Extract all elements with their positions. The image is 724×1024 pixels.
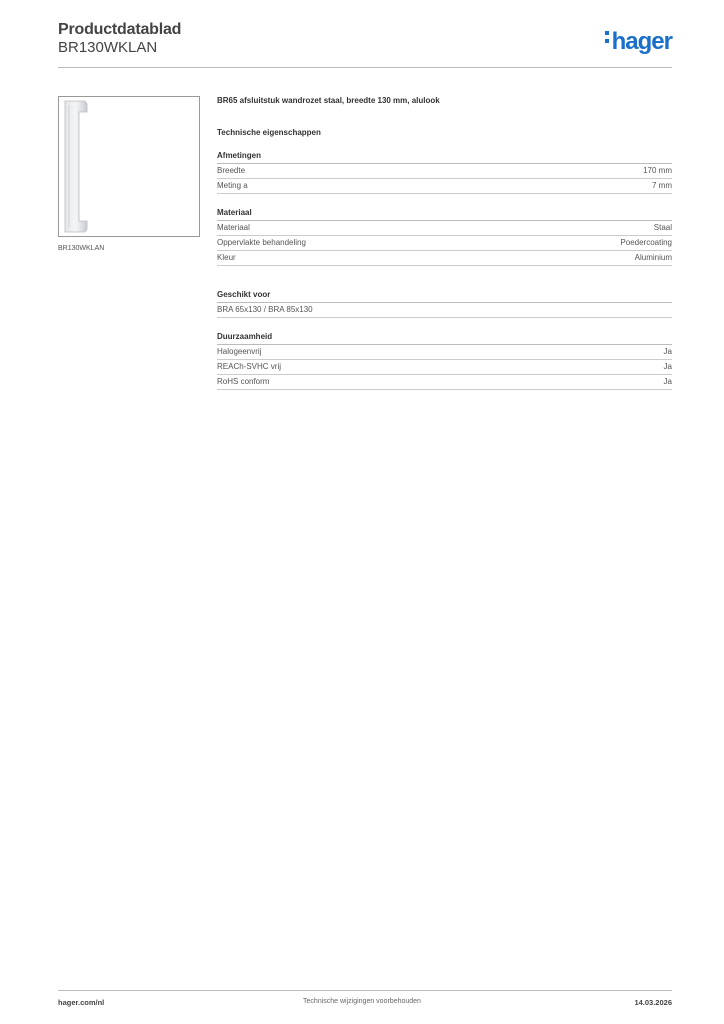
- row-label: Breedte: [217, 166, 246, 175]
- row-label: RoHS conform: [217, 377, 270, 386]
- logo-text: hager: [611, 28, 672, 55]
- row-value: Aluminium: [634, 253, 672, 262]
- section-title: Geschikt voor: [217, 290, 672, 303]
- section-afmetingen: [217, 151, 672, 194]
- specifications: [217, 96, 672, 390]
- image-caption: BR130WKLAN: [58, 245, 105, 252]
- product-code: BR130WKLAN: [58, 39, 158, 56]
- table-row: [217, 345, 672, 360]
- row-label: Halogeenvrij: [217, 347, 262, 356]
- row-value: Ja: [663, 362, 672, 371]
- table-row: [217, 375, 672, 390]
- section-title: Afmetingen: [217, 151, 672, 164]
- section-duurzaamheid: [217, 332, 672, 390]
- table-row: [217, 164, 672, 179]
- row-value: Ja: [663, 377, 672, 386]
- table-row: [217, 179, 672, 194]
- row-value: Staal: [653, 223, 672, 232]
- wall-rosette-end-piece-icon: [59, 97, 199, 236]
- table-row: [217, 251, 672, 266]
- header-divider: [58, 67, 672, 68]
- section-materiaal: [217, 208, 672, 266]
- hager-logo: [605, 28, 672, 56]
- table-row: [217, 236, 672, 251]
- row-label: Materiaal: [217, 223, 250, 232]
- row-value: 170 mm: [643, 166, 672, 175]
- row-value: Ja: [663, 347, 672, 356]
- product-description: BR65 afsluitstuk wandrozet staal, breedte 130 mm, alulook: [217, 96, 440, 105]
- section-title: Materiaal: [217, 208, 672, 221]
- row-label: REACh-SVHC vrij: [217, 362, 282, 371]
- row-label: Meting a: [217, 181, 248, 190]
- table-row: [217, 360, 672, 375]
- section-geschikt-voor: [217, 290, 672, 318]
- row-label: Kleur: [217, 253, 236, 262]
- table-row: [217, 221, 672, 236]
- row-label: BRA 65x130 / BRA 85x130: [217, 305, 313, 314]
- row-label: Oppervlakte behandeling: [217, 238, 306, 247]
- footer-divider: [58, 990, 672, 991]
- row-value: Poedercoating: [620, 238, 672, 247]
- logo-dots-icon: [605, 31, 610, 47]
- row-value: 7 mm: [652, 181, 672, 190]
- footer-notice: Technische wijzigingen voorbehouden: [303, 998, 421, 1005]
- section-title: Duurzaamheid: [217, 332, 672, 345]
- table-row: [217, 303, 672, 318]
- footer-date: 14.03.2026: [634, 998, 672, 1007]
- product-image: [58, 96, 200, 237]
- technical-properties-heading: Technische eigenschappen: [217, 128, 321, 137]
- document-title: Productdatablad: [58, 21, 182, 38]
- footer-url-link[interactable]: hager.com/nl: [58, 998, 105, 1007]
